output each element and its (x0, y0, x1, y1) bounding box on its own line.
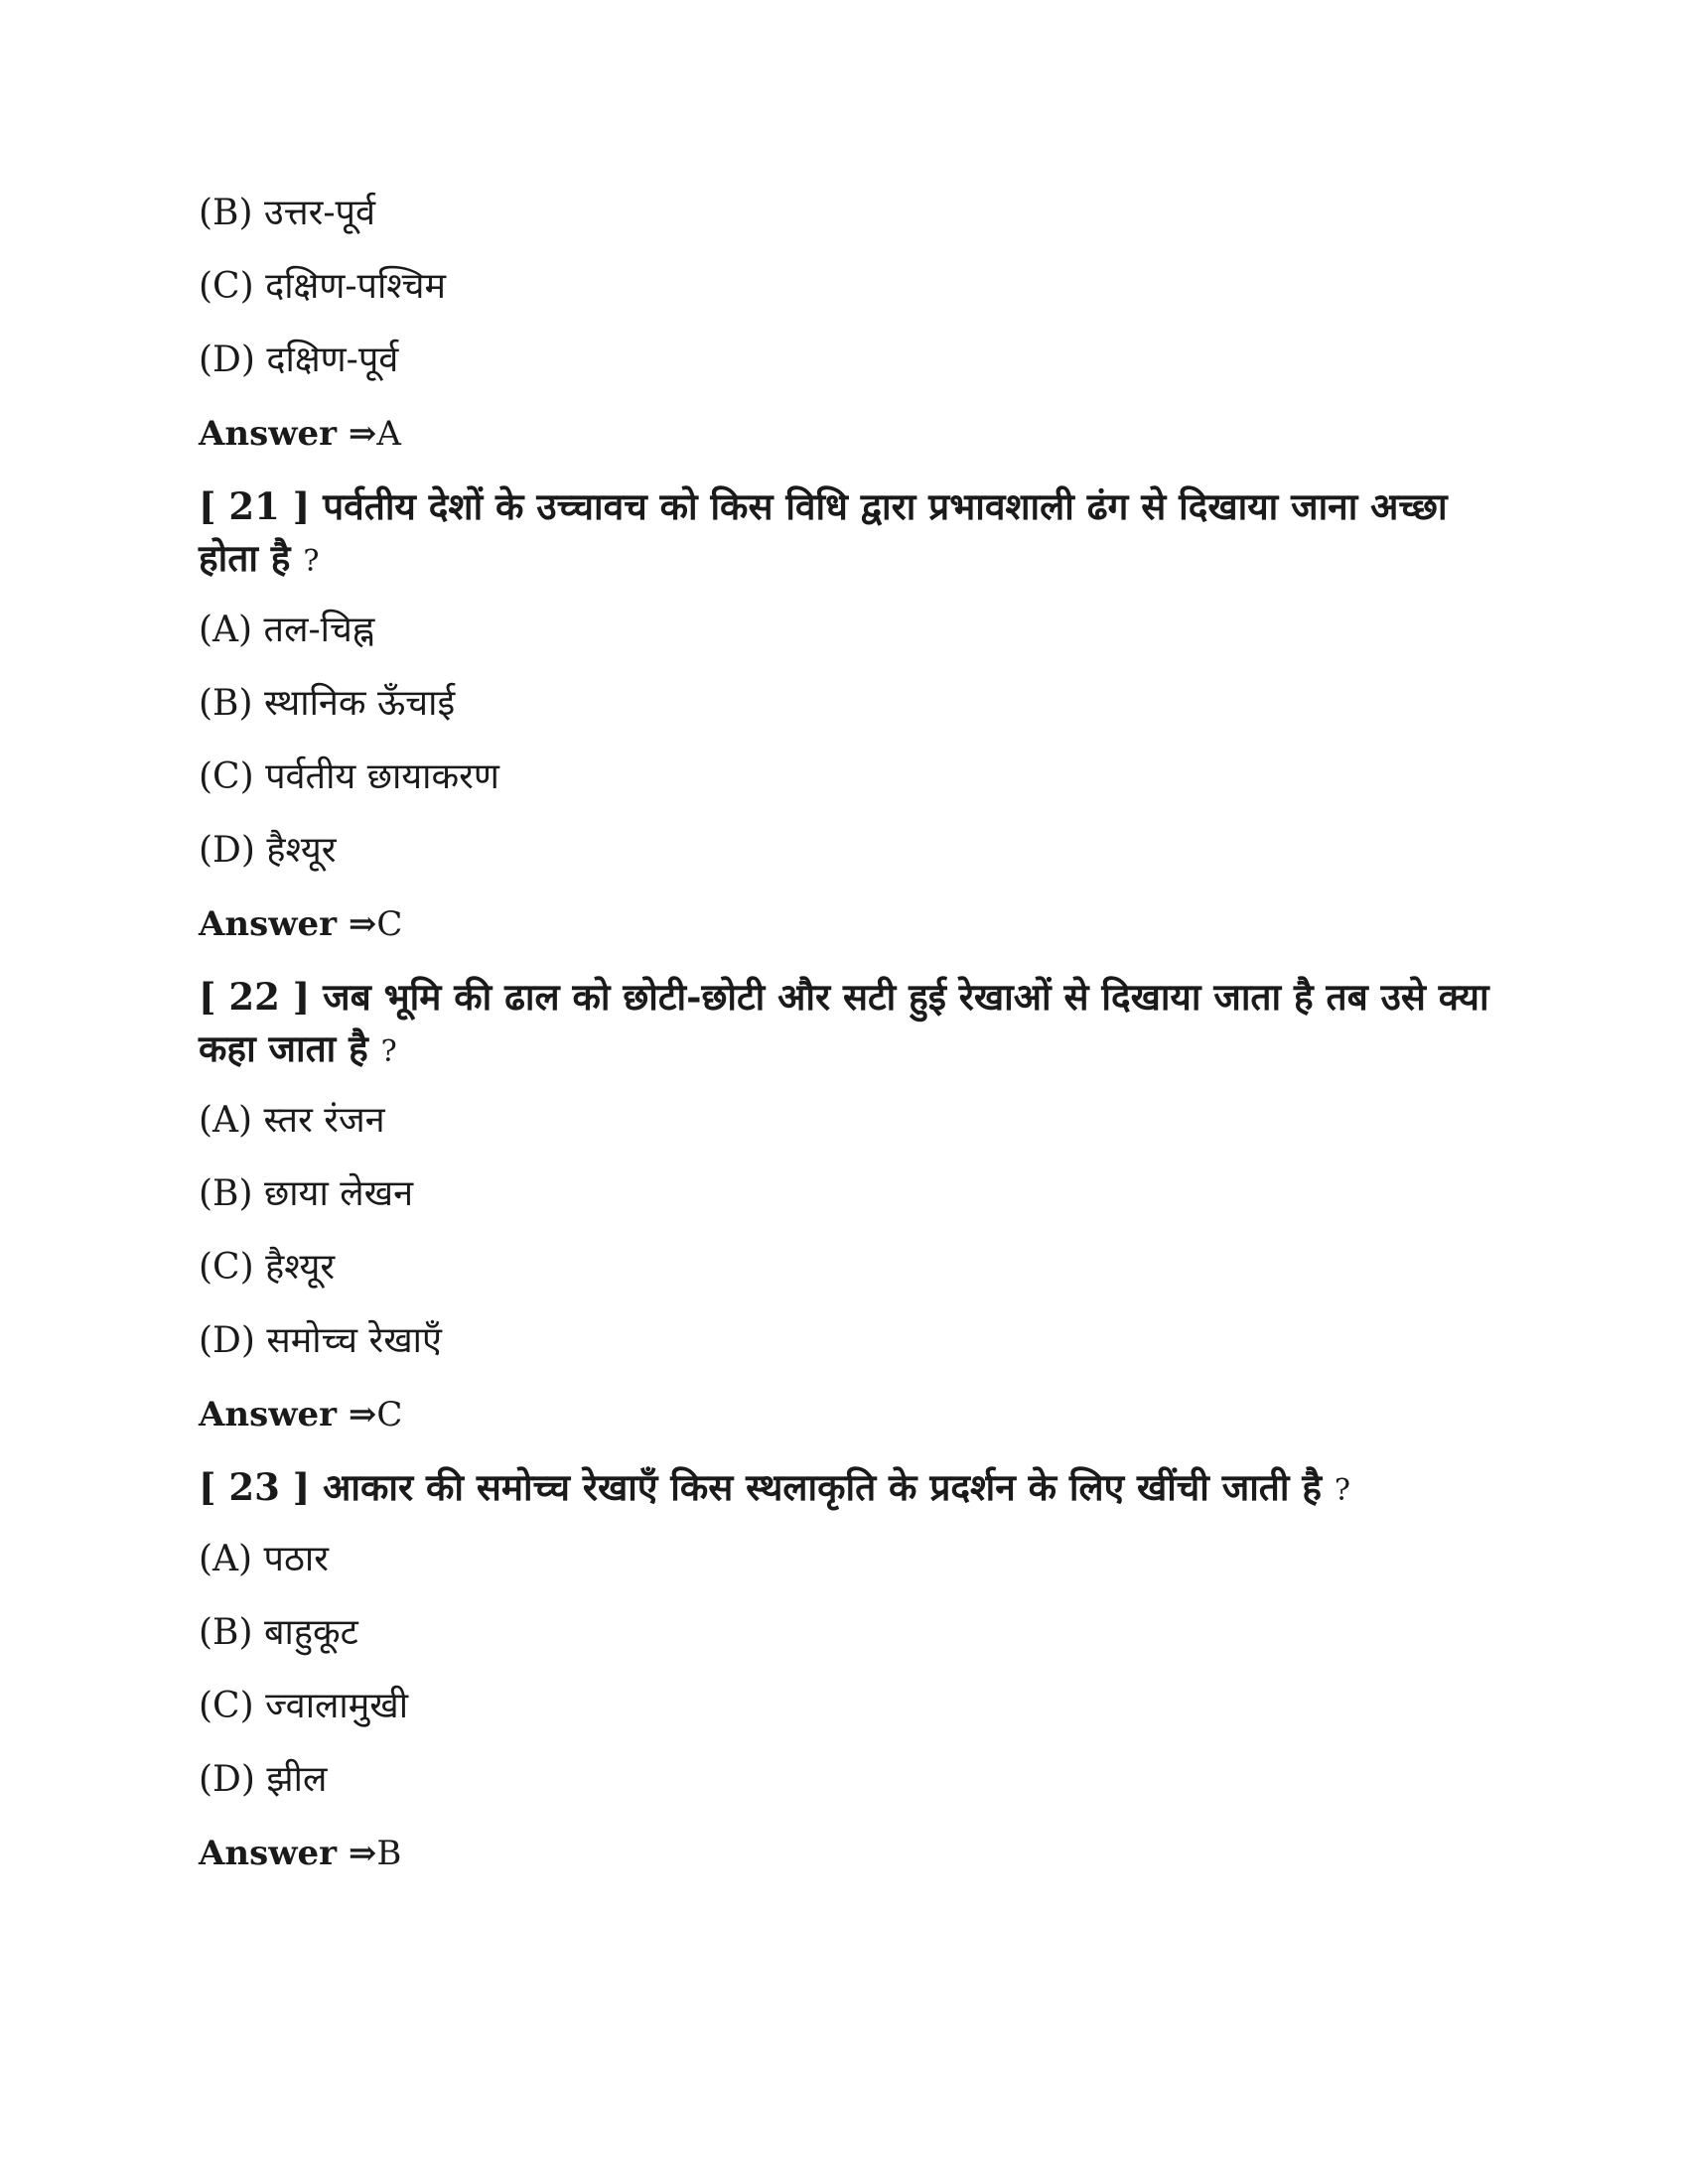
answer-value: A (376, 414, 401, 454)
option-label: (A) (199, 1100, 253, 1141)
question-23 (199, 1461, 1509, 1513)
option-a (199, 1096, 1509, 1146)
answer-label: Answer ⇒ (199, 1834, 377, 1873)
option-text: पर्वतीय छायाकरण (265, 756, 499, 797)
option-label: (D) (199, 1320, 255, 1361)
option-label: (B) (199, 683, 253, 724)
question-number: [ 23 ] (199, 1465, 311, 1509)
answer-line (199, 409, 1509, 459)
option-label: (B) (199, 193, 253, 233)
question-22 (199, 971, 1509, 1074)
option-b (199, 1608, 1509, 1658)
option-c (199, 1682, 1509, 1731)
option-c (199, 262, 1509, 312)
option-text: दक्षिण-पूर्व (266, 340, 399, 380)
question-text: आकार की समोच्च रेखाएँ किस स्थलाकृति के प्रदर्शन के लिए खींची जाती है (323, 1465, 1322, 1509)
option-text: ज्वालामुखी (265, 1686, 409, 1726)
option-label: (C) (199, 756, 254, 797)
option-a (199, 606, 1509, 655)
answer-label: Answer ⇒ (199, 904, 377, 944)
option-c (199, 752, 1509, 802)
option-text: छाया लेखन (264, 1173, 414, 1214)
question-mark: ? (1334, 1473, 1350, 1508)
option-text: दक्षिण-पश्चिम (265, 266, 446, 307)
question-mark: ? (303, 544, 320, 579)
answer-line (199, 1829, 1509, 1878)
option-label: (A) (199, 610, 253, 650)
option-text: बाहुकूट (264, 1612, 358, 1653)
answer-value: C (376, 904, 403, 944)
option-a (199, 1535, 1509, 1584)
option-d (199, 826, 1509, 876)
option-b (199, 1169, 1509, 1219)
question-mark: ? (380, 1034, 397, 1069)
answer-label: Answer ⇒ (199, 1395, 377, 1434)
option-b (199, 189, 1509, 238)
question-21 (199, 480, 1509, 584)
option-text: पठार (263, 1539, 329, 1579)
option-text: स्तर रंजन (263, 1100, 385, 1141)
option-label: (C) (199, 1247, 254, 1288)
document-page (199, 189, 1509, 1900)
option-text: तल-चिह्न (263, 610, 375, 650)
option-d (199, 1316, 1509, 1366)
option-text: स्थानिक ऊँचाई (264, 683, 456, 724)
option-text: झील (266, 1759, 328, 1800)
option-c (199, 1243, 1509, 1293)
option-b (199, 679, 1509, 729)
question-text: पर्वतीय देशों के उच्चावच को किस विधि द्वारा प्रभावशाली ढंग से दिखाया जाना अच्छा होता है (199, 484, 1448, 580)
option-label: (C) (199, 266, 254, 307)
answer-label: Answer ⇒ (199, 414, 377, 454)
option-text: हैश्यूर (265, 1247, 336, 1288)
option-text: उत्तर-पूर्व (264, 193, 375, 233)
option-label: (B) (199, 1612, 253, 1653)
question-number: [ 22 ] (199, 975, 311, 1019)
answer-value: C (376, 1395, 403, 1434)
answer-line (199, 899, 1509, 949)
option-d (199, 1755, 1509, 1805)
option-label: (D) (199, 1759, 255, 1800)
option-label: (B) (199, 1173, 253, 1214)
question-text: जब भूमि की ढाल को छोटी-छोटी और सटी हुई रेखाओं से दिखाया जाता है तब उसे क्या कहा जाता है (199, 975, 1489, 1070)
option-text: हैश्यूर (266, 830, 337, 871)
option-label: (A) (199, 1539, 253, 1579)
option-d (199, 336, 1509, 385)
option-text: समोच्च रेखाएँ (266, 1320, 442, 1361)
option-label: (C) (199, 1686, 254, 1726)
answer-line (199, 1390, 1509, 1439)
option-label: (D) (199, 340, 255, 380)
answer-value: B (376, 1834, 402, 1873)
question-number: [ 21 ] (199, 484, 311, 528)
option-label: (D) (199, 830, 255, 871)
